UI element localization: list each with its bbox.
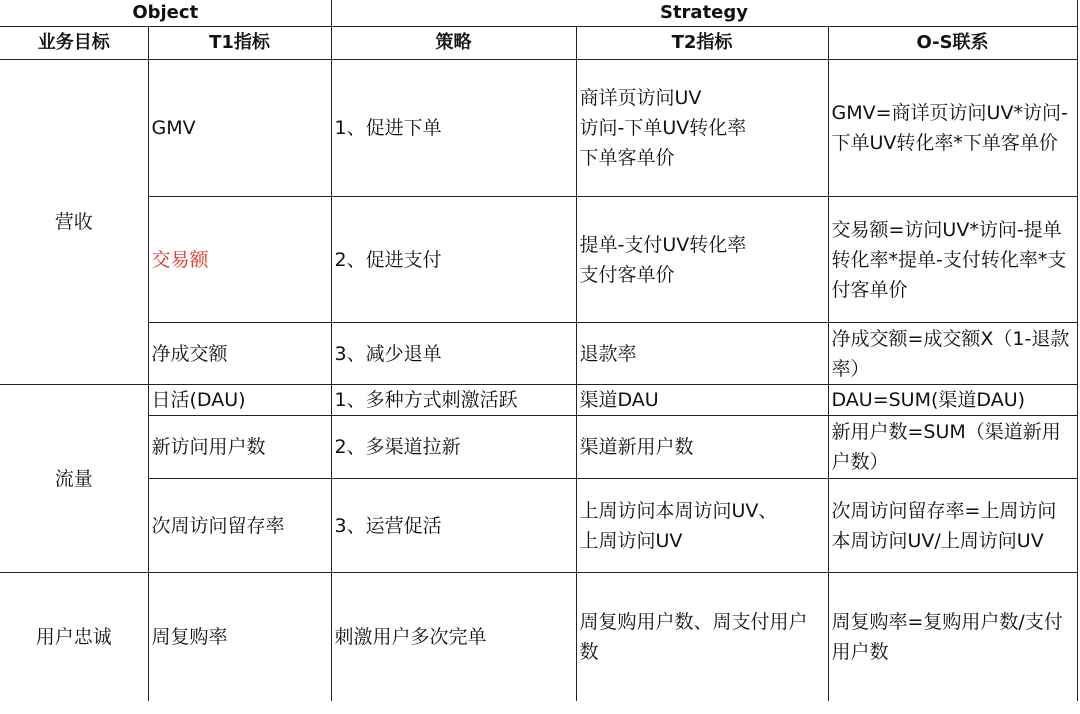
t1-cell: 日活(DAU) (148, 385, 331, 416)
t1-cell: GMV (148, 60, 331, 197)
os-cell: 交易额=访问UV*访问-提单转化率*提单-支付转化率*支付客单价 (828, 197, 1077, 323)
t2-cell: 提单-支付UV转化率 支付客单价 (576, 197, 828, 323)
strategy-cell: 2、多渠道拉新 (331, 416, 576, 479)
strategy-cell: 1、多种方式刺激活跃 (331, 385, 576, 416)
column-header-row (0, 27, 1077, 60)
t1-cell: 新访问用户数 (148, 416, 331, 479)
strategy-cell: 刺激用户多次完单 (331, 573, 576, 701)
os-cell: 周复购率=复购用户数/支付用户数 (828, 573, 1077, 701)
table-row (0, 479, 1077, 573)
t2-cell: 商详页访问UV 访问-下单UV转化率 下单客单价 (576, 60, 828, 197)
table-row (0, 573, 1077, 701)
column-header-strategy: 策略 (331, 27, 576, 60)
column-header-os: O-S联系 (828, 27, 1077, 60)
table-row (0, 60, 1077, 197)
t1-cell: 次周访问留存率 (148, 479, 331, 573)
table-row (0, 385, 1077, 416)
strategy-cell: 1、促进下单 (331, 60, 576, 197)
column-header-t2: T2指标 (576, 27, 828, 60)
group-header-row (0, 0, 1077, 27)
object-header: Object (0, 0, 331, 27)
strategy-cell: 3、运营促活 (331, 479, 576, 573)
t2-cell: 渠道新用户数 (576, 416, 828, 479)
column-header-goal: 业务目标 (0, 27, 148, 60)
os-cell: 净成交额=成交额X（1-退款率） (828, 323, 1077, 385)
goal-cell: 营收 (0, 60, 148, 385)
table-row (0, 323, 1077, 385)
strategy-cell: 2、促进支付 (331, 197, 576, 323)
os-cell: DAU=SUM(渠道DAU) (828, 385, 1077, 416)
t2-cell: 周复购用户数、周支付用户数 (576, 573, 828, 701)
t1-cell: 净成交额 (148, 323, 331, 385)
goal-cell: 流量 (0, 385, 148, 573)
os-cell: GMV=商详页访问UV*访问-下单UV转化率*下单客单价 (828, 60, 1077, 197)
os-cell: 新用户数=SUM（渠道新用户数） (828, 416, 1077, 479)
strategy-cell: 3、减少退单 (331, 323, 576, 385)
column-header-t1: T1指标 (148, 27, 331, 60)
t1-cell: 周复购率 (148, 573, 331, 701)
table-row (0, 197, 1077, 323)
table-row (0, 416, 1077, 479)
t1-cell-highlight: 交易额 (148, 197, 331, 323)
t2-cell: 上周访问本周访问UV、 上周访问UV (576, 479, 828, 573)
t2-cell: 退款率 (576, 323, 828, 385)
t2-cell: 渠道DAU (576, 385, 828, 416)
goal-cell: 用户忠诚 (0, 573, 148, 701)
strategy-header: Strategy (331, 0, 1077, 27)
os-cell: 次周访问留存率=上周访问本周访问UV/上周访问UV (828, 479, 1077, 573)
